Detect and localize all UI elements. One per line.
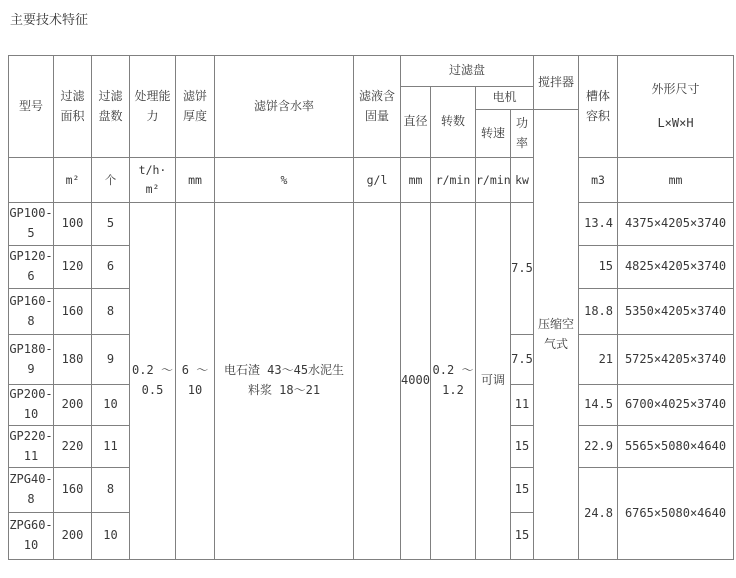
cell-dimensions: 5725×4205×3740 [618, 335, 734, 385]
unit-motor-power: kw [511, 158, 534, 203]
value-power-0: 7.5 [511, 203, 534, 335]
unit-tank-volume: m3 [579, 158, 618, 203]
dimensions-label: 外形尺寸 [651, 81, 700, 96]
cell-tank-volume: 22.9 [579, 426, 618, 468]
cell-dimensions: 5565×5080×4640 [618, 426, 734, 468]
spec-table [8, 55, 734, 560]
header-rotation: 转数 [431, 87, 476, 158]
header-cake-thickness: 滤饼厚度 [176, 56, 215, 158]
header-capacity: 处理能力 [130, 56, 176, 158]
cell-model: GP200-10 [9, 385, 54, 426]
cell-tank-volume: 13.4 [579, 203, 618, 246]
value-power-4: 15 [511, 468, 534, 513]
cell-tank-volume: 21 [579, 335, 618, 385]
header-agitator: 搅拌器 [534, 56, 579, 110]
cell-disc-count: 10 [92, 385, 130, 426]
cell-disc-count: 8 [92, 468, 130, 513]
header-motor-power: 功率 [511, 110, 534, 158]
header-model: 型号 [9, 56, 54, 158]
cell-model: GP220-11 [9, 426, 54, 468]
cell-tank-volume: 15 [579, 246, 618, 289]
cell-disc-count: 5 [92, 203, 130, 246]
cell-filter-area: 160 [54, 468, 92, 513]
cell-dimensions: 6765×5080×4640 [618, 468, 734, 560]
header-dimensions [618, 56, 734, 158]
unit-cake-thickness: mm [176, 158, 215, 203]
unit-filtrate-solids: g/l [354, 158, 401, 203]
unit-filter-area: m² [54, 158, 92, 203]
cell-dimensions: 5350×4205×3740 [618, 289, 734, 335]
units-row [9, 158, 734, 203]
cell-model: GP160-8 [9, 289, 54, 335]
cell-model: GP180-9 [9, 335, 54, 385]
header-diameter: 直径 [401, 87, 431, 158]
cell-model: ZPG40-8 [9, 468, 54, 513]
unit-diameter: mm [401, 158, 431, 203]
cell-filter-area: 160 [54, 289, 92, 335]
unit-dimensions: mm [618, 158, 734, 203]
table-row [9, 203, 734, 246]
cell-model: ZPG60-10 [9, 513, 54, 560]
value-cake-moisture: 电石渣 43～45水泥生料浆 18～21 [215, 203, 354, 560]
header-motor-group: 电机 [476, 87, 534, 110]
value-capacity: 0.2 ～ 0.5 [130, 203, 176, 560]
cell-filter-area: 200 [54, 513, 92, 560]
cell-dimensions: 4375×4205×3740 [618, 203, 734, 246]
header-disc-count: 过滤盘数 [92, 56, 130, 158]
cell-disc-count: 11 [92, 426, 130, 468]
header-motor-speed: 转速 [476, 110, 511, 158]
header-filter-disc-group: 过滤盘 [401, 56, 534, 87]
cell-filter-area: 180 [54, 335, 92, 385]
cell-filter-area: 100 [54, 203, 92, 246]
unit-rotation: r/min [431, 158, 476, 203]
cell-disc-count: 8 [92, 289, 130, 335]
cell-filter-area: 200 [54, 385, 92, 426]
header-cake-moisture: 滤饼含水率 [215, 56, 354, 158]
value-agitator-type: 压缩空气式 [534, 110, 579, 560]
value-cake-thickness: 6 ～ 10 [176, 203, 215, 560]
unit-model [9, 158, 54, 203]
cell-model: GP100-5 [9, 203, 54, 246]
cell-disc-count: 9 [92, 335, 130, 385]
cell-filter-area: 120 [54, 246, 92, 289]
header-filtrate-solids: 滤液含固量 [354, 56, 401, 158]
page-title: 主要技术特征 [10, 13, 89, 28]
unit-motor-speed: r/min [476, 158, 511, 203]
header-row-top [9, 56, 734, 87]
cell-model: GP120-6 [9, 246, 54, 289]
value-motor-speed: 可调 [476, 203, 511, 560]
value-rotation: 0.2 ～ 1.2 [431, 203, 476, 560]
value-power-5: 15 [511, 513, 534, 560]
cell-tank-volume: 18.8 [579, 289, 618, 335]
cell-tank-volume: 24.8 [579, 468, 618, 560]
cell-disc-count: 10 [92, 513, 130, 560]
cell-filter-area: 220 [54, 426, 92, 468]
unit-disc-count: 个 [92, 158, 130, 203]
unit-capacity: t/h·m² [130, 158, 176, 203]
header-tank-volume: 槽体容积 [579, 56, 618, 158]
value-power-1: 7.5 [511, 335, 534, 385]
value-power-3: 15 [511, 426, 534, 468]
cell-tank-volume: 14.5 [579, 385, 618, 426]
value-diameter: 4000 [401, 203, 431, 560]
value-power-2: 11 [511, 385, 534, 426]
cell-disc-count: 6 [92, 246, 130, 289]
cell-dimensions: 4825×4205×3740 [618, 246, 734, 289]
dimensions-sublabel: L×W×H [657, 115, 694, 130]
value-filtrate-solids [354, 203, 401, 560]
header-filter-area: 过滤面积 [54, 56, 92, 158]
cell-dimensions: 6700×4025×3740 [618, 385, 734, 426]
unit-cake-moisture: % [215, 158, 354, 203]
